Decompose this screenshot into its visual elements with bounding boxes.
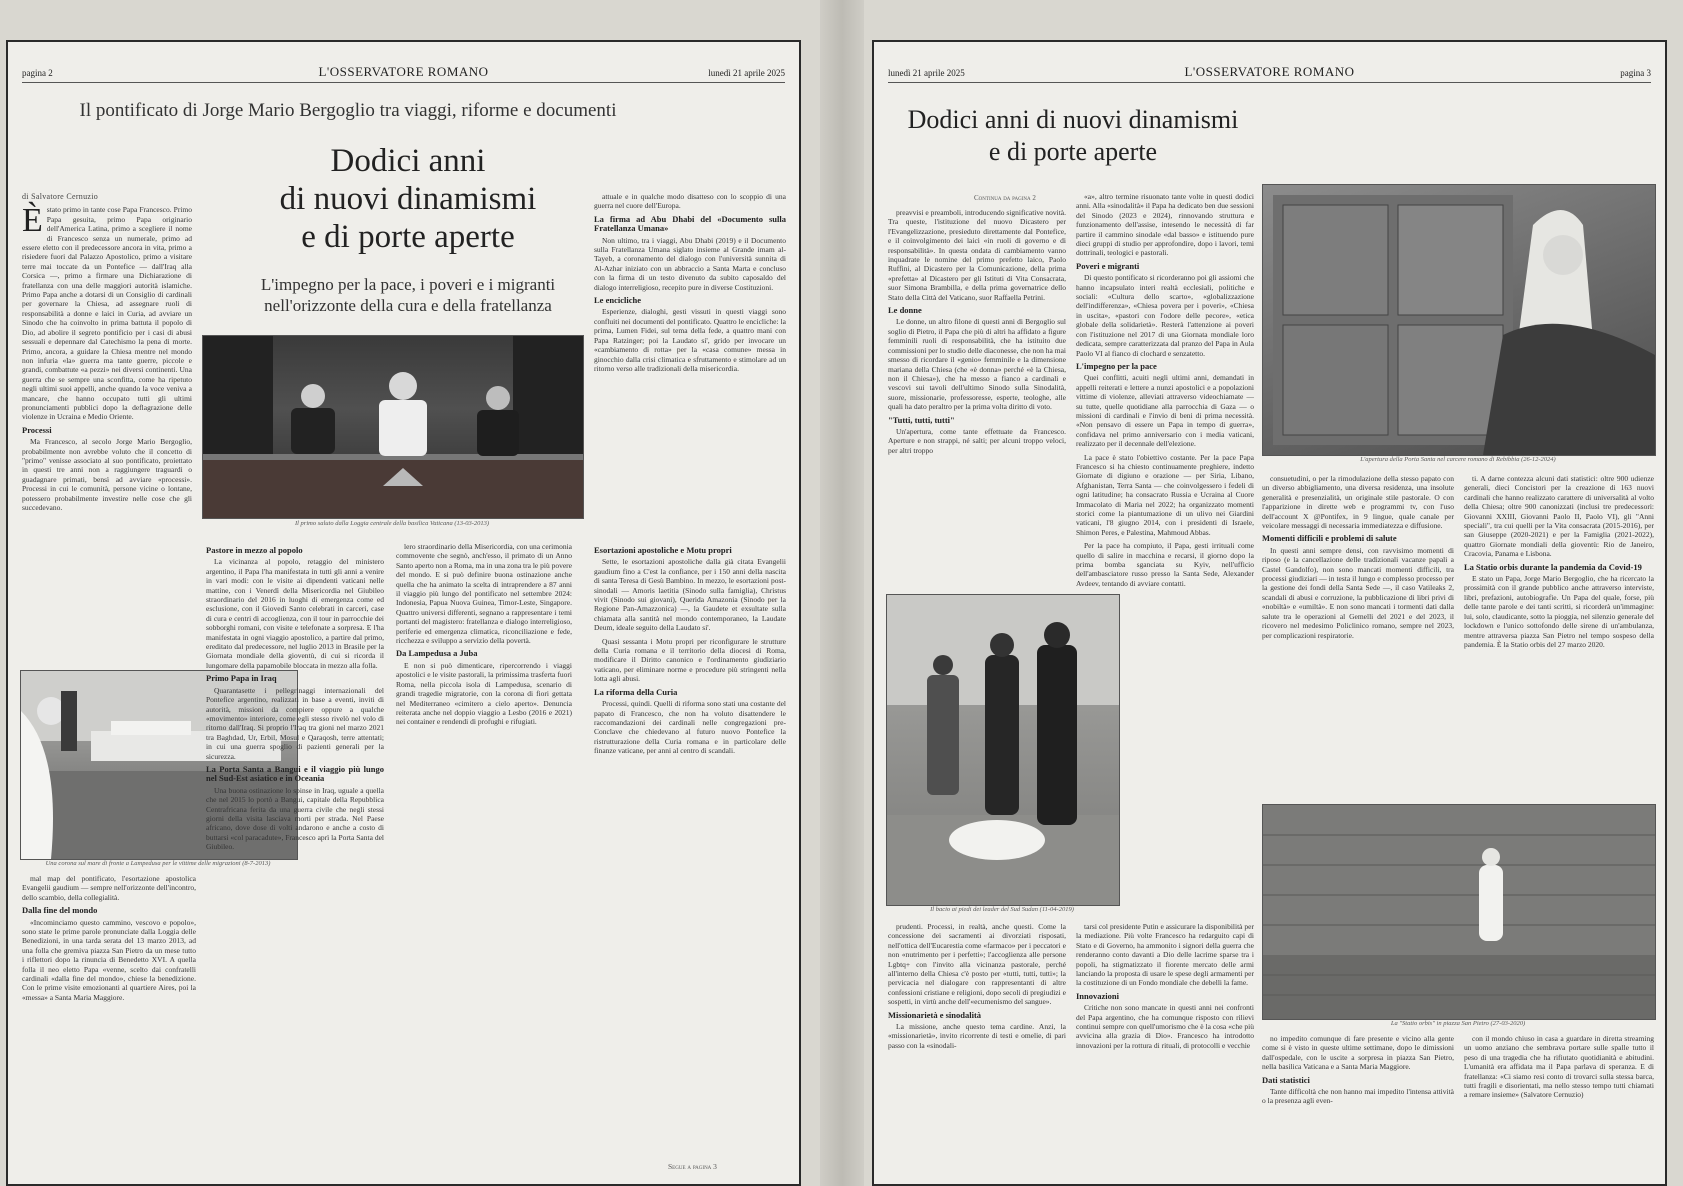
paragraph: E stato un Papa, Jorge Mario Bergoglio, che ha ricercato la prossimità con il grande pubblico anche attraverso interviste, libri, prefazioni, autobiografie. Un Papa del quale, forse, più delle tante parole e dei tanti scritti, si ricorderà un'immagine: lui, solo, claudicante, sotto la pioggia, nel silenzio generale del lockdown e l'unico sottofondo delle sirene di un'ambulanza, mentre attraversa piazza San Pietro nel tempo sospeso della pandemia. È la Statio orbis del 27 marzo 2020.: [1464, 574, 1654, 649]
photo-caption: La "Statio orbis" in piazza San Pietro (27-03-2020): [1390, 1020, 1526, 1027]
paragraph: tarsi col presidente Putin e assicurare la disponibilità per la mediazione. Più volte Francesco ha redarguito capi di Stato e di Governo, ha ammonito i signori della guerra che renderanno conto davanti a Dio delle lacrime sparse tra i popoli, ha stigmatizzato il fiorente mercato delle armi lanciando la proposta di usare le spese degli armamenti per la costituzione di un Fondo mondiale che debelli la fame.: [1076, 922, 1254, 988]
title-line: e di porte aperte: [301, 219, 515, 255]
section-heading: Esortazioni apostoliche e Motu propri: [594, 545, 732, 555]
issue-date: lunedì 21 aprile 2025: [888, 68, 965, 78]
column: [206, 542, 384, 1177]
section-heading: Le donne: [888, 305, 922, 316]
lead-column: [22, 192, 192, 662]
photo-statio-orbis: [1262, 804, 1656, 1020]
photo-holy-door: [1262, 184, 1656, 456]
left-page: [6, 40, 801, 1186]
photo-caption: Il bacio ai piedi dei leader del Sud Sudan (11-04-2019): [930, 906, 1074, 913]
title-line: Dodici anni: [330, 143, 486, 179]
paragraph: «Incominciamo questo cammino, vescovo e popolo», sono state le prime parole pronunciate dalla Loggia delle Benedizioni, in una tarda serata del 13 marzo 2013, ad una folla che gremiva piazza San Pietro da un mese tutto i riflettori dopo la rinuncia di Benedetto XVI. A quella folla il neo eletto Papa «venne, scelto dai confratelli cardinali «dalla fine del mondo», chiese la benedizione. Con le prime visite emozionanti al quartiere Aires, poi la «messa» a Santa Maria Maggiore.: [22, 917, 196, 1002]
column: [594, 542, 786, 1157]
continued-note: Segue a pagina 3: [668, 1162, 717, 1171]
column: [22, 874, 196, 1174]
column: [1262, 1034, 1454, 1174]
paragraph: con il mondo chiuso in casa a guardare in diretta streaming un uomo anziano che sembrava portare sulle spalle tutto il peso di una tragedia che ha rifiutato quotidianità e abitudini. L'umanità era affidata ma il Papa parlava di speranza. E di fratellanza: «Ci siamo resi conto di trovarci sulla stessa barca, tutti fragili e disorientati, ma nello stesso tempo tutti chiamati a remare insieme» (Salvatore Cernuzio): [1464, 1034, 1654, 1100]
paragraph: prudenti. Processi, in realtà, anche questi. Come la concessione dei sacramenti ai divorziati risposati, nell'ottica dell'Eucarestia come «farmaco» per i peccatori e non «nutrimento per i perfetti»; l'accoglienza alle persone Lgbtq+ con l'invito alla vicinanza pastorale, perché all'interno della Chiesa c'è posto per «tutti, tutti, tutti»; la pervicacia nel dialogare con rappresentanti di altre confessioni cristiane e religioni, dopo secoli di pregiudizi e sospetti, in virtù anche dell'«ecumenismo del sangue».: [888, 922, 1066, 1007]
title-line: e di porte aperte: [988, 137, 1158, 166]
paragraph: La vicinanza al popolo, retaggio del ministero argentino, il Papa l'ha manifestata in tutti gli anni a venire in vari modi: con le visite ai dipendenti vaticani nelle mattine, con i Venerdì della Misericordia nel Giubileo straordinario del 2016 in luoghi di emergenza come ed esclusione, con il Giovedì Santo celebrati in carceri, case di cura e centri di accoglienza, con il tour in parrocchie dei sobborghi romani, con visite e telefonate a sorpresa. E l'ha manifestata in ogni viaggio apostolico, a partire dal primo, ereditato dal predecessore, nel luglio 2013 in Brasile per la Giornata mondiale della gioventù, di cui si ricorda il lungomare della papamobile bloccata in mezzo alla folla.: [206, 557, 384, 670]
section-heading: Le encicliche: [594, 295, 641, 306]
section-heading: La firma ad Abu Dhabi del «Documento sulla Fratellanza Umana»: [594, 213, 786, 234]
column: [594, 192, 786, 527]
column: [1464, 474, 1654, 799]
section-heading: Da Lampedusa a Juba: [396, 648, 478, 659]
paragraph: mal map del pontificato, l'esortazione apostolica Evangelii gaudium — sempre nell'orizzonte dell'incontro, dello scambio, della collegialità.: [22, 874, 196, 902]
column: [888, 208, 1066, 588]
title-line: Dodici anni di nuovi dinamismi: [907, 105, 1239, 134]
photo-balcony-greeting: [202, 335, 584, 519]
section-heading: La Statio orbis durante la pandemia da Covid-19: [1464, 561, 1642, 572]
photo-south-sudan-leaders: [886, 594, 1120, 906]
right-page: [872, 40, 1667, 1186]
issue-date: lunedì 21 aprile 2025: [708, 68, 785, 78]
paragraph: Esperienze, dialoghi, gesti vissuti in questi viaggi sono confluiti nei documenti del pontificato. Quattro le encicliche: la prima, Lumen Fidei, sul tema della fede, a quattro mani con Papa Ratzinger; poi la Laudato si', grido per invocare un «cambiamento di rotta» per la «casa comune» messa in ginocchio dalla crisi climatica e sfruttamento e stimolare ad un ritorno verso alle tradizionali della misericordia.: [594, 307, 786, 373]
column: [1464, 1034, 1654, 1174]
paragraph: no impedito comunque di fare presente e vicino alla gente come si è visto in queste ultime settimane, dopo le dimissioni dall'ospedale, con le uscite a sorpresa in piazza San Pietro, nella basilica Vaticana e a Santa Maria Maggiore.: [1262, 1034, 1454, 1072]
paragraph: La missione, anche questo tema cardine. Anzi, la «missionarietà», invito ricorrente di testi e omelie, di pari passo con la «sinodali-: [888, 1022, 1066, 1050]
article-title: [888, 104, 1258, 168]
paragraph: consuetudini, o per la rimodulazione della stesso papato con un diverso abbigliamento, una diversa residenza, una insolute generalità e presenzialità, un originale stile pastorale. O con l'apparizione in dirette web e programmi tv, con l'uso dell'account X @Pontifex, in 9 lingue, quale canale per veicolare messaggi di necessaria immediatezza e diffusione.: [1262, 474, 1454, 531]
section-heading: La riforma della Curia: [594, 686, 678, 697]
photo-statio-orbis-image: [1263, 805, 1655, 1019]
paragraph: ti. A darne contezza alcuni dati statistici: oltre 900 udienze generali, dieci Concistori per la creazione di 163 nuovi cardinali che hanno realizzato carattere di universalità al volto della Chiesa; oltre 900 canonizzati (inclusi tre predecessori: Giovanni XXIII, Giovanni Paolo II, Paolo VI), gli "Anni speciali", tra cui quelli per la Vita consacrata (2015-2016), per san Giuseppe (2020-2021) e per la Famiglia (2021-2022), quattro Giornate mondiali della gioventù: Rio de Janeiro, Cracovia, Panama e Lisbona.: [1464, 474, 1654, 559]
paragraph: Processi, quindi. Quelli di riforma sono stati una costante del papato di Francesco, che non ha voluto disattendere le raccomandazioni dei cardinali nelle congregazioni pre-Conclave che chiedevano al futuro nuovo Pontefice la ristrutturazione della Curia romana e in particolare delle finanze vaticane, per anni al centro di scandali.: [594, 699, 786, 756]
kicker: Il pontificato di Jorge Mario Bergoglio tra viaggi, riforme e documenti: [79, 100, 617, 121]
lead-paragraph: stato primo in tante cose Papa Francesco. Primo Papa gesuita, primo Papa originario dell'America Latina, primo a scegliere il nome di Francesco senza un numerale, primo ad essere eletto con il predecessore ancora in vita, primo a risiedere fuori dal Palazzo Apostolico, primo a visitare terre mai toccate da un Pontefice — dall'Iraq alla Corsica —, primo a firmare una Dichiarazione di fratellanza con una delle maggiori autorità islamiche. Primo Papa anche a dotarsi di un Consiglio di cardinali per governare la Chiesa, ad assegnare ruoli di responsabilità a donne e laici in Curia, ad avviare un Sinodo che ha coinvolto in prima battuta il popolo di Dio, ad abolire il segreto pontificio per i casi di abusi sessuali e depennare dal Catechismo la pena di morte. Primo, ancora, a guidare la Chiesa mentre nel mondo non infuria «la» guerra ma tante guerre, piccole e grandi, combattute «a pezzi» nei diversi continenti. Una guerra che se sempre una sconfitta, come ha ripetuto negli ultimi suoi appelli, anche quando la voce veniva a mancare, che hanno occupato tutti gli ultimi pronunciamenti pubblici dopo la deflagrazione delle violenze in Ucraina e Medio Oriente.: [22, 205, 192, 422]
paragraph: Quasi sessanta i Motu propri per riconfigurare le strutture della Curia romana e il territorio della diocesi di Roma, modificare il Diritto canonico e l'ordinamento giudiziario vaticano, per eliminare norme e procedure più stringenti nella lotta agli abusi.: [594, 636, 786, 684]
paragraph: Non ultimo, tra i viaggi, Abu Dhabi (2019) e il Documento sulla Fratellanza Umana siglato insieme al Grande imam al-Tayeb, a coronamento del dialogo con l'università sunnita di Al-Azhar iniziato con un abbraccio a Santa Marta e concluso con la firma di un testo divenuto da subito caposaldo del dialogo interreligioso, recepito pure in diverse Costituzioni.: [594, 235, 786, 292]
column: [888, 922, 1066, 1177]
photo-caption: Una corona sul mare di fronte a Lampedusa per le vittime delle migrazioni (8-7-2013): [45, 860, 271, 867]
paragraph: In questi anni sempre densi, con ravvisimo momenti di riposo (e la cancellazione delle tradizionali vacanze papali a Castel Gandolfo), non sono mancati momenti difficili, tra processi giudiziari — in testa il lungo e complesso processo per la gestione dei fondi della Santa Sede —, il caso Vatileaks 2, scandali di abusi e corruzione, la pubblicazione di libri privi di «nobiltà» e «umiltà». E non sono mancati i tormenti dati dalla salute tra le operazioni al Gemelli del 2021 e del 2023, il ricovero nel medesimo Policlinico romano, sempre nel 2023, per complicazioni respiratorie.: [1262, 545, 1454, 640]
article-subtitle: [198, 274, 618, 316]
column: [1262, 474, 1454, 799]
photo-south-sudan-image: [887, 595, 1119, 905]
paragraph: Per la pace ha compiuto, il Papa, gesti irrituali come quello di salire in macchina e recarsi, il giorno dopo la prima bomba sganciata su Kyiv, nell'ufficio dell'ambasciatore russo presso la Santa Sede, Alexander Avdeev, tentando di avviare contatti.: [1076, 541, 1254, 588]
paragraph: Ma Francesco, al secolo Jorge Mario Bergoglio, probabilmente non avrebbe voluto che il concetto di "primo" venisse associato al suo pontificato, proiettato in questi tre anni non a raggiungere traguardi o guadagnare primati, bensì ad avviare «processi». Processi in cui le comunità, persone vicine o lontane, potessero probabilmente investire nelle cose che gli succedevano.: [22, 437, 192, 512]
paragraph: «a», altro termine risuonato tante volte in questi dodici anni. Alla «sinodalità» il Papa ha dedicato ben due sessioni del Sinodo (2023 e 2024), rinnovando struttura e funzionamento dell'assise, intesendo le necessità di far partire il cammino sinodale «dal basso» e istituendo pure dieci gruppi di studio per approfondire, dopo i lavori, temi dottrinali, teologici e pastorali.: [1076, 192, 1254, 258]
photo-balcony-image: [203, 336, 583, 518]
article-title: [198, 142, 618, 256]
section-heading: Poveri e migranti: [1076, 260, 1140, 271]
title-line: di nuovi dinamismi: [279, 181, 537, 217]
paragraph: Di questo pontificato si ricorderanno poi gli assiomi che hanno incapsulato interi realtà ecclesiali, politiche e sociali: «Cultura dello scarto», «globalizzazione dell'indifferenza», «Chiesa povera per i poveri», «Chiesa in uscita», «pastori con l'odore delle pecore», «etica globale della solidarietà». Resterà l'attenzione ai poveri con l'istituzione nel 2017 di una Giornata mondiale loro dedicata, sempre caratterizzata dal pranzo del Papa in Aula Paolo VI al fianco di clochard e senzatetto.: [1076, 273, 1254, 358]
paragraph: Tante difficoltà che non hanno mai impedito l'intensa attività o la presenza agli even-: [1262, 1087, 1454, 1106]
paragraph: Quarantasette i pellegrinaggi internazionali del Pontefice argentino, realizzati in base a eventi, inviti di autorità, missioni da compiere oppure a qualche «movimento» interiore, come egli stesso rivelò nel volo di ritorno dall'Iraq. Si proprio l'Iraq tra gioni nel marzo 2021 tra Baghdad, Ur, Erbil, Mosul e Qaraqosh, terre attentati; in cui una guerra spoglio di pazienti generali per la sicurezza.: [206, 685, 384, 761]
section-heading: "Tutti, tutti, tutti": [888, 414, 955, 425]
photo-caption: Il primo saluto dalla Loggia centrale della basilica Vaticana (13-03-2013): [294, 520, 490, 527]
paragraph: preavvisi e preamboli, introducendo significative novità. Tra queste, l'istituzione del nuovo Dicastero per l'Evangelizzazione, presieduto direttamente dal Pontefice, e il coinvolgimento dei laici «in ruoli di governo e di responsabilità». In questa ondata di cambiamento vanno inquadrate le nomine del primo prefetto laico, Paolo Ruffini, al Dicastero per la Comunicazione, della prima «prefetta» al Dicastero per gli Istituti di Vita Consacrata, suor Simona Brambilla, e della prima governatrice dello Stato della Città del Vaticano, suor Raffaella Petrini.: [888, 208, 1066, 302]
paragraph: Quei conflitti, acuiti negli ultimi anni, demandati in appelli reiterati e lettere a nunzi apostolici e a popolazioni vittime di violenze, alleviati attraverso videochiamate — su tutte, quelle quotidiane alla parrocchia di Gaza — o missioni di cardinali e l'invio di beni di prima necessità. «Non pensavo di essere un Papa in tempo di guerra», confidava nel primo anniversario con i media vaticani, realizzato per il decennale dell'elezione.: [1076, 373, 1254, 449]
section-heading: Primo Papa in Iraq: [206, 673, 277, 684]
section-heading: Dalla fine del mondo: [22, 905, 98, 916]
section-heading: Momenti difficili e problemi di salute: [1262, 533, 1397, 544]
section-heading: Pastore in mezzo al popolo: [206, 545, 303, 555]
paragraph: lero straordinario della Misericordia, con una cerimonia commovente che segnò, anch'esso, il primato di un Anno Santo aperto non a Roma, ma in una zona tra le più povere del mondo. E si può definire buona ostinazione anche quella che ha animato la scelta di intraprendere a 87 anni il viaggio più lungo del pontificato nel settembre 2024: Indonesia, Papua Nuova Guinea, Timor-Leste, Singapore. Quattro universi differenti, segnano a rappresentare i temi portanti del magistero: fratellanza e dialogo interreligioso, periferie ed emergenza climatica, riconciliazione e fede, ricchezza e sviluppo a servizio della povertà.: [396, 542, 572, 646]
drop-cap: È: [22, 202, 43, 240]
paragraph: Un'apertura, come tante effettuate da Francesco. Aperture e non strappi, né salti; per alcuni troppo veloci, per altri troppo: [888, 426, 1066, 455]
masthead: L'OSSERVATORE ROMANO: [1184, 64, 1355, 79]
paragraph: E non si può dimenticare, ripercorrendo i viaggi apostolici e le visite pastorali, la primissima trasferta fuori Roma, nella piccola isola di Lampedusa, scenario di grandi tragedie migratorie, con la corona di fiori gettata nel Mediterraneo «cimitero a cielo aperto». Denuncia reiterata anche nel doppio viaggio a Lesbo (2016 e 2021) nei container e rendendi di profughi e rifugiati.: [396, 660, 572, 727]
continued-note: Continua da pagina 2: [974, 194, 1036, 202]
section-heading: La Porta Santa a Bangui e il viaggio più lungo nel Sud-Est asiatico e in Oceania: [206, 763, 384, 784]
section-heading: Processi: [22, 424, 52, 435]
page-gutter: [820, 0, 864, 1186]
section-heading: L'impegno per la pace: [1076, 360, 1157, 371]
paragraph: attuale e in qualche modo disatteso con lo scoppio di una guerra nel cuore dell'Europa.: [594, 192, 786, 211]
section-heading: Innovazioni: [1076, 990, 1119, 1001]
byline: di Salvatore Cernuzio: [22, 192, 99, 201]
photo-holy-door-image: [1263, 185, 1655, 455]
page-number: pagina 2: [22, 68, 53, 78]
subtitle-line: nell'orizzonte della cura e della fratellanza: [264, 296, 552, 315]
photo-caption: L'apertura della Porta Santa nel carcere romano di Rebibbia (26-12-2024): [1360, 456, 1556, 463]
paragraph: La pace è stato l'obiettivo costante. Per la pace Papa Francesco si ha chiesto continuamente preghiere, indetto Giornate di digiuno e orazione — per Siria, Libano, Afghanistan, Terra Santa — che coinvolgessero i fedeli di ogni latitudine; ha consacrato Russia e Ucraina al Cuore Immacolato di Maria nel 2022; ha organizzato momenti storici come la piantumazione di un ulivo nei Giardini vaticani, l'8 giugno 2014, con i presidenti di Israele, Shimon Peres, e Palestina, Mahmoud Abbas.: [1076, 452, 1254, 537]
paragraph: Sette, le esortazioni apostoliche dalla già citata Evangelii gaudium fino a C'est la confiance, per i 150 anni della nascita di santa Teresa di Gesù Bambino. In mezzo, le esortazioni post-sinodali — Amoris laetitia (Sinodo sulla famiglia), Christus vivit (Sinodo sui giovani), Querida Amazonia (Sinodo per la Regione Pan-Amazzonica) —, la Gaudete et exsultate sulla chiamata alla santità nel mondo contemporaneo, la Laudate Deum, ideale seguito della Laudato si'.: [594, 557, 786, 633]
column: [396, 542, 572, 1177]
page-header: [888, 64, 1651, 83]
page-number: pagina 3: [1620, 68, 1651, 78]
paragraph: Una buona ostinazione lo spinse in Iraq, uguale a quella che nel 2015 lo portò a Bangui, capitale della Repubblica Centrafricana ferita da una guerra civile che negli stessi giorni della visita lasciava morti per strada. Nel Paese africano, dove dose di volti andarono e anche a costo di buttarsi «col paracadute», Francesco aprì la Porta Santa del Giubileo.: [206, 785, 384, 852]
paragraph: Le donne, un altro filone di questi anni di Bergoglio sul soglio di Pietro, il Papa che più di altri ha affidato a figure femminili ruoli di responsabilità, che ha istituito due commissioni per lo studio delle diaconesse, che non ha mai smesso di ricordare il «genio» femminile e la dimensione mariana della Chiesa (che «è donna» perché «è la Chiesa, non il Chiesa»), che ha messo a fianco a cardinali e vescovi sui tavoli dell'ultimo Sinodo sulla Sinodalità, suore, missionarie, professoresse, esperte, teologhe, alle quali ha dato peraltro per la prima volta diritto di voto.: [888, 317, 1066, 412]
section-heading: Dati statistici: [1262, 1074, 1310, 1085]
paragraph: Critiche non sono mancate in questi anni nei confronti del Papa argentino, che ha comunque risposto con rilievi continui sempre con quell'umorismo che è la cosa «che più avvicina alla grazia di Dio». Francesco ha introdotto innovazioni per la rottura di rituali, di protocolli e vecchie: [1076, 1003, 1254, 1050]
page-header: [22, 64, 785, 83]
column: [1076, 922, 1254, 1177]
subtitle-line: L'impegno per la pace, i poveri e i migranti: [260, 275, 556, 294]
section-heading: Missionarietà e sinodalità: [888, 1009, 982, 1020]
masthead: L'OSSERVATORE ROMANO: [318, 64, 489, 79]
